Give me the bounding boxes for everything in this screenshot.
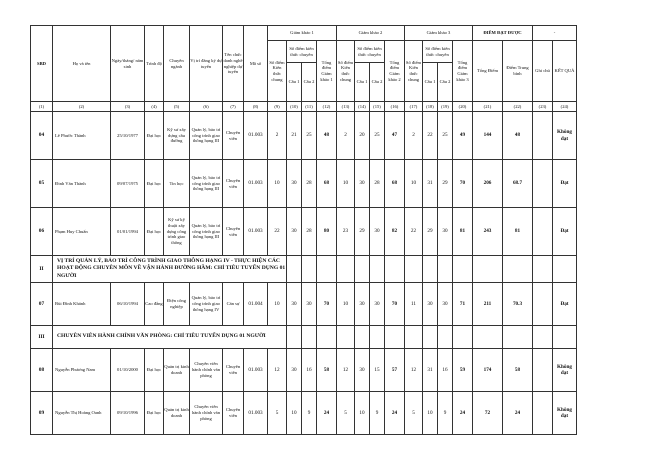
column-index-cell: (20) <box>453 102 473 112</box>
g2-specialized-knowledge: Số điểm kiến thức chuyên <box>355 41 385 63</box>
g3-q1-score: 22 <box>423 112 438 160</box>
g3-total-score: 70 <box>453 160 473 208</box>
g2-q1-score: 20 <box>355 112 370 160</box>
code-cell: 01.003 <box>244 160 268 208</box>
g2-total-score: 68 <box>385 160 405 208</box>
empty-cell <box>355 326 370 349</box>
total-score: 174 <box>473 349 503 392</box>
g1-general-score: 12 <box>268 349 287 392</box>
g2-general-score: 5 <box>337 392 355 435</box>
g3-q1-score: 10 <box>423 392 438 435</box>
g1-total-score: 48 <box>317 112 337 160</box>
g3-total-score: 49 <box>453 112 473 160</box>
column-index-cell: (18) <box>423 102 438 112</box>
code-cell: 01.003 <box>244 349 268 392</box>
g2-q1-score: 29 <box>355 208 370 256</box>
empty-cell <box>337 326 355 349</box>
note-cell <box>533 112 553 160</box>
g2-general-score: 10 <box>337 160 355 208</box>
g2-q1-score: 30 <box>355 283 370 326</box>
result-cell: Đạt <box>553 208 577 256</box>
table-row <box>31 160 577 208</box>
g1-total-score: 80 <box>317 208 337 256</box>
g1-total-score: 68 <box>317 160 337 208</box>
column-index-row <box>31 102 577 112</box>
position-cell: Quản lý, bảo trì công trình giao thông hạng IV <box>190 283 223 326</box>
empty-cell <box>385 256 405 283</box>
g3-q2-score: 30 <box>438 208 453 256</box>
g2-q2-score: 15 <box>370 349 385 392</box>
sbd-cell: 09 <box>31 392 53 435</box>
g1-q2-score: 28 <box>302 160 317 208</box>
g1-q1-score: 21 <box>287 112 302 160</box>
col-title: Tên chức danh nghề nghiệp dự tuyển <box>223 26 244 102</box>
empty-cell <box>423 256 438 283</box>
result-cell: Không đạt <box>553 349 577 392</box>
g1-total-header: Tổng điểm Giám khảo 1 <box>317 41 337 102</box>
average-score: 70.3 <box>503 283 533 326</box>
g1-q2-score: 25 <box>302 112 317 160</box>
empty-cell <box>438 326 453 349</box>
sbd-cell: 08 <box>31 349 53 392</box>
section-roman-numeral: III <box>31 326 53 349</box>
g1-q1-score: 30 <box>287 208 302 256</box>
dob-cell: 09/10/1996 <box>111 392 145 435</box>
position-cell: Quản lý, bảo trì công trình giao thông hạng III <box>190 208 223 256</box>
empty-cell <box>423 326 438 349</box>
result-cell: Đạt <box>553 283 577 326</box>
g3-q2-score: 16 <box>438 349 453 392</box>
g3-q1-score: 31 <box>423 349 438 392</box>
g2-general-score: 12 <box>337 349 355 392</box>
g2-total-header: Tổng điểm Giám khảo 2 <box>385 41 405 102</box>
g3-total-score: 81 <box>453 208 473 256</box>
col-note: Ghi chú <box>533 41 553 102</box>
g2-q2-score: 25 <box>370 112 385 160</box>
g2-total-score: 82 <box>385 208 405 256</box>
g3-general-score: 10 <box>405 160 423 208</box>
g3-general-score: 5 <box>405 392 423 435</box>
average-score: 58 <box>503 349 533 392</box>
col-sbd: SBD <box>31 26 53 102</box>
table-row <box>31 283 577 326</box>
col-average: Điểm Trung bình <box>503 41 533 102</box>
column-index-cell: (19) <box>438 102 453 112</box>
dash-header: - <box>533 26 577 41</box>
g1-total-score: 58 <box>317 349 337 392</box>
note-cell <box>533 208 553 256</box>
g1-general-score: 5 <box>268 392 287 435</box>
name-cell: Nguyễn Phương Nam <box>53 349 111 392</box>
total-score: 144 <box>473 112 503 160</box>
g1-general-score: 22 <box>268 208 287 256</box>
examiner-2-header: Giám khảo 2 <box>337 26 405 41</box>
g1-q1-score: 30 <box>287 283 302 326</box>
title-cell: Chuyên viên <box>223 112 244 160</box>
empty-cell <box>302 256 317 283</box>
g3-q2-score: 9 <box>438 392 453 435</box>
column-index-cell: (22) <box>503 102 533 112</box>
note-cell <box>533 349 553 392</box>
average-score: 68.7 <box>503 160 533 208</box>
column-index-cell: (4) <box>145 102 164 112</box>
empty-cell <box>317 326 337 349</box>
col-code: Mã số <box>244 26 268 102</box>
table-row <box>31 392 577 435</box>
g3-q2-score: 25 <box>438 112 453 160</box>
g2-q2-score: 30 <box>370 283 385 326</box>
g2-general-score: 10 <box>337 283 355 326</box>
g3-q1: Câu 1 <box>423 63 438 102</box>
g3-total-score: 24 <box>453 392 473 435</box>
name-cell: Lê Phước Thành <box>53 112 111 160</box>
g3-general-score: 22 <box>405 208 423 256</box>
g1-total-score: 24 <box>317 392 337 435</box>
dob-cell: 01/01/1994 <box>111 208 145 256</box>
title-cell: Cán sự <box>223 283 244 326</box>
note-cell <box>533 283 553 326</box>
empty-cell <box>473 326 503 349</box>
g1-q1-score: 30 <box>287 160 302 208</box>
g1-specialized-knowledge: Số điểm kiến thức chuyên <box>287 41 317 63</box>
level-cell: Cao đẳng <box>145 283 164 326</box>
col-level: Trình độ <box>145 26 164 102</box>
empty-cell <box>337 256 355 283</box>
g1-general-score: 2 <box>268 112 287 160</box>
table-row <box>31 349 577 392</box>
g2-q2-score: 9 <box>370 392 385 435</box>
g3-specialized-knowledge: Số điểm kiến thức chuyên <box>423 41 453 63</box>
column-index-cell: (2) <box>53 102 111 112</box>
dob-cell: 25/10/1977 <box>111 112 145 160</box>
g2-q2-score: 30 <box>370 208 385 256</box>
g1-q1-score: 30 <box>287 349 302 392</box>
g1-q2-score: 30 <box>302 283 317 326</box>
empty-cell <box>355 256 370 283</box>
g1-general-score: 10 <box>268 160 287 208</box>
g3-total-score: 71 <box>453 283 473 326</box>
col-result: KẾT QUẢ <box>553 41 577 102</box>
empty-cell <box>553 256 577 283</box>
column-index-cell: (7) <box>223 102 244 112</box>
dob-cell: 06/10/1994 <box>111 283 145 326</box>
g3-general-score: 2 <box>405 112 423 160</box>
empty-cell <box>553 326 577 349</box>
dob-cell: 09/07/1975 <box>111 160 145 208</box>
g2-general-knowledge: Số điểm Kiến thức chung <box>337 41 355 102</box>
g2-total-score: 24 <box>385 392 405 435</box>
g2-total-score: 47 <box>385 112 405 160</box>
empty-cell <box>287 326 302 349</box>
g1-q2-score: 28 <box>302 208 317 256</box>
section-row <box>31 256 577 283</box>
g3-q1-score: 31 <box>423 160 438 208</box>
position-cell: Chuyên viên hành chính văn phòng <box>190 392 223 435</box>
major-cell: Điện công nghiệp <box>164 283 190 326</box>
level-cell: Đại học <box>145 112 164 160</box>
major-cell: Kỹ sư kỹ thuật xây dựng công trình giao thông <box>164 208 190 256</box>
section-row <box>31 326 577 349</box>
note-cell <box>533 160 553 208</box>
empty-cell <box>438 256 453 283</box>
result-cell: Không đạt <box>553 112 577 160</box>
column-index-cell: (10) <box>287 102 302 112</box>
column-index-cell: (21) <box>473 102 503 112</box>
major-cell: Quản trị kinh doanh <box>164 392 190 435</box>
name-cell: Đinh Văn Thành <box>53 160 111 208</box>
section-title: VỊ TRÍ QUẢN LÝ, BẢO TRÌ CÔNG TRÌNH GIAO THÔNG HẠNG IV - THỰC HIỆN CÁC HOẠT ĐỘNG CHUYÊN MÔN VỀ VẬN HÀNH ĐƯỜNG HẦM: CHỈ TIÊU TUYỂN DỤNG 01 NGƯỜI <box>53 256 287 283</box>
code-cell: 01.003 <box>244 392 268 435</box>
position-cell: Quản lý, bảo trì công trình giao thông hạng III <box>190 160 223 208</box>
g3-total-header: Tổng điểm Giám khảo 3 <box>453 41 473 102</box>
column-index-cell: (5) <box>164 102 190 112</box>
column-index-cell: (14) <box>355 102 370 112</box>
empty-cell <box>453 256 473 283</box>
g3-q1-score: 29 <box>423 208 438 256</box>
g3-general-score: 12 <box>405 349 423 392</box>
column-index-cell: (8) <box>244 102 268 112</box>
section-roman-numeral: II <box>31 256 53 283</box>
level-cell: Đại học <box>145 392 164 435</box>
note-cell <box>533 392 553 435</box>
position-cell: Quản lý, bảo trì công trình giao thông hạng III <box>190 112 223 160</box>
column-index-cell: (15) <box>370 102 385 112</box>
title-cell: Chuyên viên <box>223 160 244 208</box>
empty-cell <box>385 326 405 349</box>
empty-cell <box>473 256 503 283</box>
code-cell: 01.003 <box>244 112 268 160</box>
g2-general-score: 2 <box>337 112 355 160</box>
col-name: Họ và tên <box>53 26 111 102</box>
column-index-cell: (16) <box>385 102 405 112</box>
column-index-cell: (13) <box>337 102 355 112</box>
level-cell: Đại học <box>145 160 164 208</box>
empty-cell <box>533 326 553 349</box>
g2-q2-score: 28 <box>370 160 385 208</box>
g1-total-score: 70 <box>317 283 337 326</box>
results-sheet <box>30 25 577 435</box>
result-cell: Không đạt <box>553 392 577 435</box>
g2-total-score: 70 <box>385 283 405 326</box>
total-score: 206 <box>473 160 503 208</box>
g3-general-score: 11 <box>405 283 423 326</box>
g1-general-score: 10 <box>268 283 287 326</box>
table-row <box>31 208 577 256</box>
result-cell: Đạt <box>553 160 577 208</box>
g2-q2: Câu 2 <box>370 63 385 102</box>
empty-cell <box>503 326 533 349</box>
title-cell: Chuyên viên <box>223 349 244 392</box>
sbd-cell: 04 <box>31 112 53 160</box>
level-cell: Đại học <box>145 349 164 392</box>
column-index-cell: (12) <box>317 102 337 112</box>
examiner-3-header: Giám khảo 3 <box>405 26 473 41</box>
section-title: CHUYÊN VIÊN HÀNH CHÍNH VĂN PHÒNG: CHỈ TIÊU TUYỂN DỤNG 01 NGƯỜI <box>53 326 287 349</box>
empty-cell <box>453 326 473 349</box>
sbd-cell: 05 <box>31 160 53 208</box>
col-total: Tổng Điểm <box>473 41 503 102</box>
g1-q2-score: 9 <box>302 392 317 435</box>
empty-cell <box>302 326 317 349</box>
g2-q1-score: 30 <box>355 349 370 392</box>
name-cell: Phạm Huy Chuẩn <box>53 208 111 256</box>
g2-q1-score: 30 <box>355 160 370 208</box>
g2-total-score: 57 <box>385 349 405 392</box>
examiner-1-header: Giám khảo 1 <box>268 26 337 41</box>
major-cell: Kỹ sư xây dựng cầu đường <box>164 112 190 160</box>
column-index-cell: (24) <box>553 102 577 112</box>
total-score: 72 <box>473 392 503 435</box>
col-major: Chuyên ngành <box>164 26 190 102</box>
sbd-cell: 07 <box>31 283 53 326</box>
g1-q2: Câu 2 <box>302 63 317 102</box>
col-position: Vị trí đăng ký dự tuyển <box>190 26 223 102</box>
g3-q1-score: 30 <box>423 283 438 326</box>
g1-general-knowledge: Số điểm Kiến thức chung <box>268 41 287 102</box>
sbd-cell: 06 <box>31 208 53 256</box>
table-row <box>31 112 577 160</box>
g3-q2: Câu 2 <box>438 63 453 102</box>
g2-q1: Câu 1 <box>355 63 370 102</box>
score-achieved-header: ĐIỂM ĐẠT ĐƯỢC <box>473 26 533 41</box>
position-cell: Chuyên viên hành chính văn phòng <box>190 349 223 392</box>
g2-q1-score: 10 <box>355 392 370 435</box>
g3-q2-score: 29 <box>438 160 453 208</box>
column-index-cell: (3) <box>111 102 145 112</box>
empty-cell <box>533 256 553 283</box>
column-index-cell: (23) <box>533 102 553 112</box>
col-dob: Ngày/tháng/ năm sinh <box>111 26 145 102</box>
empty-cell <box>370 256 385 283</box>
empty-cell <box>503 256 533 283</box>
g1-q1: Câu 1 <box>287 63 302 102</box>
column-index-cell: (17) <box>405 102 423 112</box>
name-cell: Nguyễn Thị Hoàng Oanh <box>53 392 111 435</box>
average-score: 48 <box>503 112 533 160</box>
code-cell: 01.003 <box>244 208 268 256</box>
g1-q1-score: 10 <box>287 392 302 435</box>
g3-general-knowledge: Số điểm Kiến thức chung <box>405 41 423 102</box>
title-cell: Chuyên viên <box>223 208 244 256</box>
major-cell: Tin học <box>164 160 190 208</box>
average-score: 24 <box>503 392 533 435</box>
empty-cell <box>405 326 423 349</box>
empty-cell <box>317 256 337 283</box>
total-score: 211 <box>473 283 503 326</box>
g3-total-score: 59 <box>453 349 473 392</box>
title-cell: Chuyên viên <box>223 392 244 435</box>
column-index-cell: (6) <box>190 102 223 112</box>
empty-cell <box>370 326 385 349</box>
empty-cell <box>405 256 423 283</box>
empty-cell <box>287 256 302 283</box>
dob-cell: 01/10/2000 <box>111 349 145 392</box>
name-cell: Bùi Đình Khánh <box>53 283 111 326</box>
column-index-cell: (11) <box>302 102 317 112</box>
major-cell: Quản trị kinh doanh <box>164 349 190 392</box>
g3-q2-score: 30 <box>438 283 453 326</box>
column-index-cell: (1) <box>31 102 53 112</box>
average-score: 81 <box>503 208 533 256</box>
level-cell: Đại học <box>145 208 164 256</box>
results-body <box>31 112 577 435</box>
total-score: 243 <box>473 208 503 256</box>
g1-q2-score: 16 <box>302 349 317 392</box>
column-index-cell: (9) <box>268 102 287 112</box>
code-cell: 01.004 <box>244 283 268 326</box>
g2-general-score: 23 <box>337 208 355 256</box>
results-table <box>30 25 577 435</box>
